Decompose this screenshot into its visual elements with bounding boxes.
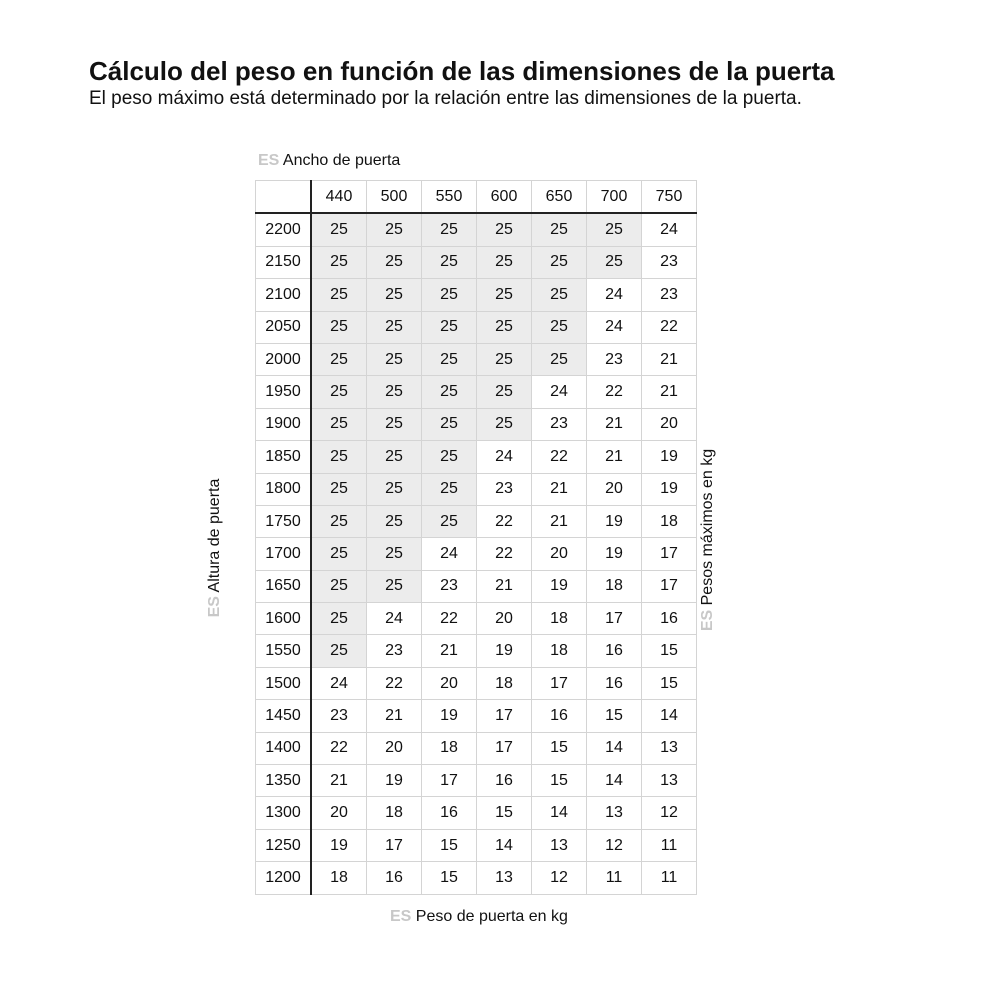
table-row: [256, 538, 697, 570]
weight-cell: 25: [311, 538, 367, 570]
weight-cell: 17: [642, 538, 697, 570]
weight-cell: 13: [532, 829, 587, 861]
weight-cell: 21: [477, 570, 532, 602]
weight-cell: 21: [311, 765, 367, 797]
weight-cell: 25: [367, 505, 422, 537]
weight-cell: 17: [532, 667, 587, 699]
weight-cell: 25: [311, 343, 367, 375]
weight-cell: 24: [477, 441, 532, 473]
weight-cell: 15: [642, 667, 697, 699]
weight-cell: 24: [587, 279, 642, 311]
table-corner-cell: [256, 181, 312, 214]
weight-cell: 20: [642, 408, 697, 440]
weight-cell: 19: [642, 441, 697, 473]
height-label-text: Altura de puerta: [206, 478, 223, 593]
weight-cell: 25: [311, 635, 367, 667]
weight-cell: 19: [532, 570, 587, 602]
weight-cell: 25: [587, 246, 642, 278]
weight-cell: 25: [532, 246, 587, 278]
row-header: 1300: [256, 797, 312, 829]
weight-cell: 18: [532, 603, 587, 635]
weight-cell: 22: [642, 311, 697, 343]
column-header: 600: [477, 181, 532, 214]
weight-cell: 20: [422, 667, 477, 699]
weight-cell: 25: [311, 213, 367, 246]
weight-cell: 14: [587, 732, 642, 764]
weight-cell: 23: [367, 635, 422, 667]
weight-cell: 25: [422, 343, 477, 375]
weight-cell: 15: [642, 635, 697, 667]
column-header: 500: [367, 181, 422, 214]
weight-cell: 25: [477, 279, 532, 311]
weight-cell: 21: [587, 408, 642, 440]
row-header: 1600: [256, 603, 312, 635]
column-header: 750: [642, 181, 697, 214]
weight-cell: 18: [422, 732, 477, 764]
weight-cell: 13: [642, 765, 697, 797]
weight-cell: 18: [367, 797, 422, 829]
table-row: [256, 311, 697, 343]
weight-cell: 21: [587, 441, 642, 473]
weight-cell: 25: [311, 570, 367, 602]
row-header: 1900: [256, 408, 312, 440]
row-header: 1550: [256, 635, 312, 667]
lang-tag: ES: [206, 596, 223, 618]
weight-cell: 19: [642, 473, 697, 505]
weight-cell: 21: [642, 343, 697, 375]
weight-cell: 25: [532, 279, 587, 311]
weight-cell: 25: [367, 343, 422, 375]
weight-cell: 16: [532, 700, 587, 732]
table-row: [256, 862, 697, 894]
weight-cell: 24: [532, 376, 587, 408]
weight-cell: 14: [587, 765, 642, 797]
weight-cell: 25: [477, 213, 532, 246]
weight-cell: 19: [477, 635, 532, 667]
row-header: 2000: [256, 343, 312, 375]
weight-cell: 18: [642, 505, 697, 537]
table-row: [256, 279, 697, 311]
table-row: [256, 473, 697, 505]
weight-cell: 17: [477, 732, 532, 764]
weight-cell: 12: [642, 797, 697, 829]
weight-cell: 21: [642, 376, 697, 408]
page-subtitle: El peso máximo está determinado por la relación entre las dimensiones de la puerta.: [89, 88, 802, 109]
lang-tag: ES: [699, 609, 716, 632]
weight-cell: 13: [477, 862, 532, 894]
weight-cell: 25: [367, 570, 422, 602]
table-row: [256, 343, 697, 375]
weight-cell: 25: [311, 376, 367, 408]
weight-cell: 19: [311, 829, 367, 861]
weight-cell: 25: [532, 213, 587, 246]
weight-cell: 16: [477, 765, 532, 797]
weight-cell: 25: [367, 213, 422, 246]
table-row: [256, 732, 697, 764]
weight-cell: 25: [311, 311, 367, 343]
weight-cell: 15: [477, 797, 532, 829]
table-row: [256, 797, 697, 829]
weight-cell: 19: [367, 765, 422, 797]
table-row: [256, 765, 697, 797]
weight-cell: 25: [587, 213, 642, 246]
row-header: 2050: [256, 311, 312, 343]
column-header: 440: [311, 181, 367, 214]
weight-cell: 25: [422, 376, 477, 408]
weight-cell: 15: [422, 829, 477, 861]
weight-cell: 16: [642, 603, 697, 635]
weight-cell: 18: [477, 667, 532, 699]
table-row: [256, 603, 697, 635]
weight-cell: 23: [642, 246, 697, 278]
weight-cell: 20: [367, 732, 422, 764]
weight-cell: 25: [311, 246, 367, 278]
door-weight-label: [390, 908, 568, 926]
weight-cell: 18: [532, 635, 587, 667]
weight-cell: 15: [422, 862, 477, 894]
table-row: [256, 570, 697, 602]
weight-cell: 25: [311, 279, 367, 311]
weight-cell: 15: [532, 732, 587, 764]
weight-cell: 22: [367, 667, 422, 699]
weight-cell: 12: [532, 862, 587, 894]
weight-cell: 19: [587, 538, 642, 570]
weight-cell: 14: [642, 700, 697, 732]
weight-cell: 25: [367, 311, 422, 343]
weight-cell: 16: [587, 667, 642, 699]
weight-cell: 23: [311, 700, 367, 732]
row-header: 2200: [256, 213, 312, 246]
weight-cell: 24: [422, 538, 477, 570]
weight-cell: 25: [422, 213, 477, 246]
weight-cell: 25: [422, 441, 477, 473]
lang-tag: ES: [258, 152, 280, 169]
width-axis-label: [258, 152, 400, 170]
weight-cell: 11: [642, 829, 697, 861]
weight-cell: 25: [367, 246, 422, 278]
weight-cell: 13: [642, 732, 697, 764]
weight-cell: 25: [477, 408, 532, 440]
row-header: 1700: [256, 538, 312, 570]
weight-cell: 25: [477, 246, 532, 278]
page-title: Cálculo del peso en función de las dimensiones de la puerta: [89, 56, 835, 86]
door-weight-label-text: Peso de puerta en kg: [415, 908, 568, 925]
table-row: [256, 505, 697, 537]
weight-cell: 25: [367, 279, 422, 311]
weight-cell: 23: [532, 408, 587, 440]
weight-cell: 25: [311, 505, 367, 537]
weight-cell: 20: [311, 797, 367, 829]
weight-cell: 23: [422, 570, 477, 602]
weight-cell: 17: [587, 603, 642, 635]
weight-cell: 25: [367, 408, 422, 440]
row-header: 1850: [256, 441, 312, 473]
weight-cell: 25: [311, 603, 367, 635]
weight-cell: 21: [367, 700, 422, 732]
weight-cell: 25: [477, 311, 532, 343]
weight-cell: 21: [422, 635, 477, 667]
weight-cell: 24: [587, 311, 642, 343]
weight-cell: 19: [422, 700, 477, 732]
weight-cell: 18: [311, 862, 367, 894]
weight-cell: 22: [311, 732, 367, 764]
weight-cell: 25: [422, 505, 477, 537]
weight-cell: 25: [367, 473, 422, 505]
weight-cell: 17: [642, 570, 697, 602]
weight-cell: 13: [587, 797, 642, 829]
weight-cell: 16: [422, 797, 477, 829]
column-header: 700: [587, 181, 642, 214]
weight-cell: 18: [587, 570, 642, 602]
weight-cell: 22: [477, 538, 532, 570]
weight-cell: 14: [477, 829, 532, 861]
row-header: 2100: [256, 279, 312, 311]
row-header: 1250: [256, 829, 312, 861]
weight-cell: 25: [367, 538, 422, 570]
table-header-row: [256, 181, 697, 214]
row-header: 1800: [256, 473, 312, 505]
column-header: 550: [422, 181, 477, 214]
weight-cell: 23: [477, 473, 532, 505]
weight-cell: 16: [587, 635, 642, 667]
weight-cell: 20: [532, 538, 587, 570]
weight-cell: 17: [367, 829, 422, 861]
weight-cell: 23: [587, 343, 642, 375]
weight-cell: 25: [532, 311, 587, 343]
weight-cell: 20: [477, 603, 532, 635]
weight-cell: 15: [532, 765, 587, 797]
weight-cell: 24: [367, 603, 422, 635]
table-row: [256, 213, 697, 246]
table-row: [256, 700, 697, 732]
row-header: 1400: [256, 732, 312, 764]
weight-cell: 25: [422, 246, 477, 278]
table-body: [256, 213, 697, 894]
row-header: 1450: [256, 700, 312, 732]
row-header: 1650: [256, 570, 312, 602]
weight-cell: 25: [367, 376, 422, 408]
table-row: [256, 441, 697, 473]
weight-cell: 25: [477, 343, 532, 375]
weight-cell: 25: [532, 343, 587, 375]
weight-cell: 16: [367, 862, 422, 894]
weight-cell: 12: [587, 829, 642, 861]
weight-cell: 11: [642, 862, 697, 894]
weight-cell: 20: [587, 473, 642, 505]
weight-cell: 25: [311, 473, 367, 505]
weight-cell: 25: [422, 279, 477, 311]
weight-cell: 21: [532, 505, 587, 537]
lang-tag: ES: [390, 908, 412, 925]
weight-cell: 17: [477, 700, 532, 732]
weight-cell: 23: [642, 279, 697, 311]
column-header: 650: [532, 181, 587, 214]
row-header: 2150: [256, 246, 312, 278]
weight-cell: 17: [422, 765, 477, 797]
weight-cell: 11: [587, 862, 642, 894]
weight-cell: 25: [367, 441, 422, 473]
weight-cell: 25: [477, 376, 532, 408]
table-row: [256, 667, 697, 699]
weight-cell: 22: [422, 603, 477, 635]
weight-cell: 25: [311, 441, 367, 473]
weight-cell: 25: [422, 473, 477, 505]
max-weights-label-text: Pesos máximos en kg: [699, 448, 716, 606]
weight-cell: 15: [587, 700, 642, 732]
row-header: 1950: [256, 376, 312, 408]
weight-cell: 22: [587, 376, 642, 408]
weight-cell: 14: [532, 797, 587, 829]
table-row: [256, 376, 697, 408]
weight-cell: 24: [642, 213, 697, 246]
weight-cell: 24: [311, 667, 367, 699]
weight-cell: 22: [477, 505, 532, 537]
weight-cell: 25: [422, 311, 477, 343]
table-row: [256, 408, 697, 440]
weight-cell: 22: [532, 441, 587, 473]
width-label-text: Ancho de puerta: [282, 152, 401, 169]
table-row: [256, 635, 697, 667]
weight-cell: 19: [587, 505, 642, 537]
weight-cell: 25: [311, 408, 367, 440]
table-row: [256, 829, 697, 861]
weight-table: [255, 180, 697, 895]
row-header: 1750: [256, 505, 312, 537]
weight-cell: 21: [532, 473, 587, 505]
table-row: [256, 246, 697, 278]
row-header: 1500: [256, 667, 312, 699]
row-header: 1200: [256, 862, 312, 894]
weight-cell: 25: [422, 408, 477, 440]
row-header: 1350: [256, 765, 312, 797]
